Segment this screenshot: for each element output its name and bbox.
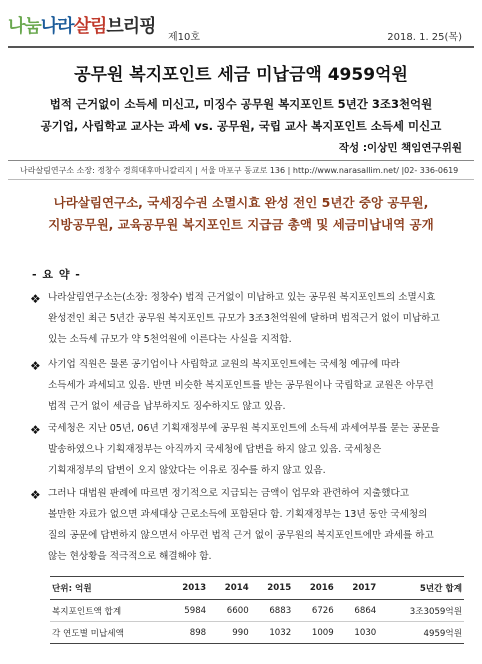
table-cell: 6883 (251, 600, 294, 622)
summary-paragraph-2 (48, 354, 466, 417)
table-cell: 3조3059억원 (378, 600, 464, 622)
issue-date: 2018. 1. 25(목) (387, 32, 462, 43)
author-line: 작성 :이상민 책임연구위원 (338, 142, 462, 154)
summary-paragraph-4 (48, 483, 466, 567)
contact-divider-bottom (8, 179, 474, 180)
logo-part-1: 나눔 (8, 16, 41, 37)
subtitle-line-1: 법적 근거없이 소득세 미신고, 미징수 공무원 복지포인트 5년간 3조3천억원 (49, 97, 433, 111)
summary-line: 볼만한 자료가 없으면 과세대상 근로소득에 포함된다 함. 기획재정부는 13년 동안 국세청의 (48, 509, 428, 520)
table-cell: 복지포인트액 합계 (50, 600, 166, 622)
bullet-icon: ❖ (30, 359, 41, 373)
headline-line-1: 나라살림연구소, 국세징수권 소멸시효 완성 전인 5년간 중앙 공무원, (53, 195, 429, 210)
table-header-row (50, 577, 464, 600)
table-cell: 1009 (293, 622, 336, 644)
table-header-cell: 2016 (293, 577, 336, 600)
summary-line: 질의 공문에 답변하지 않으면서 아무런 법적 근거 없이 공무원의 복지포인트에만 과세를 하고 (48, 530, 434, 541)
bullet-icon: ❖ (30, 292, 41, 306)
table-cell: 898 (166, 622, 209, 644)
table-cell: 6726 (293, 600, 336, 622)
subtitle-line-2: 공기업, 사립학교 교사는 과세 vs. 공무원, 국립 교사 복지포인트 소득세 미신고 (40, 119, 442, 133)
table-cell: 6864 (336, 600, 379, 622)
table-cell: 1032 (251, 622, 294, 644)
table-row (50, 600, 464, 622)
summary-line: 사기업 직원은 물론 공기업이나 사립학교 교원의 복지포인트에는 국세청 예규에 따라 (48, 359, 400, 370)
contact-divider-top (8, 160, 474, 161)
summary-line: 있는 소득세 규모가 약 5천억원에 이른다는 사실을 지적함. (48, 334, 292, 345)
table-cell: 각 연도별 미납세액 (50, 622, 166, 644)
briefing-logo (8, 10, 156, 40)
headline-line-2: 지방공무원, 교육공무원 복지포인트 지급금 총액 및 세금미납내역 공개 (48, 217, 434, 232)
summary-line: 발송하였으나 기획재정부는 아직까지 국세청에 답변을 하지 않고 있음. 국세청은 (48, 444, 382, 455)
issue-number: 제10호 (168, 32, 201, 43)
summary-line: 그러나 대법원 판례에 따르면 정기적으로 지급되는 금액이 업무와 관련하여 지출했다고 (48, 488, 410, 499)
page-title: 공무원 복지포인트 세금 미납금액 4959억원 (74, 65, 408, 85)
bullet-icon: ❖ (30, 423, 41, 437)
table-cell: 6600 (208, 600, 251, 622)
contact-info: 나라살림연구소 소장: 정창수 경희대후마니칼리지 | 서울 마포구 동교로 136 | http://www.narasallim.net/ |02- 336-0619 (20, 166, 459, 175)
table-header-cell: 2017 (336, 577, 379, 600)
summary-line: 소득세가 과세되고 있음. 반면 비슷한 복지포인트를 받는 공무원이나 국립학교 교원은 아무런 (48, 380, 434, 391)
summary-line: 기획재정부의 답변이 오지 않았다는 이유로 징수를 하지 않고 있음. (48, 465, 326, 476)
logo-part-2: 나라 (40, 16, 74, 37)
welfare-point-table (50, 576, 464, 644)
table-cell: 5984 (166, 600, 209, 622)
table-header-cell: 2013 (166, 577, 209, 600)
table-cell: 990 (208, 622, 251, 644)
summary-paragraph-1 (48, 287, 466, 350)
table-cell: 4959억원 (378, 622, 464, 644)
table-header-cell: 2015 (251, 577, 294, 600)
summary-line: 국세청은 지난 05년, 06년 기획재정부에 공무원 복지포인트에 소득세 과세여부를 묻는 공문을 (48, 423, 440, 434)
table-cell: 1030 (336, 622, 379, 644)
summary-line: 완성전인 최근 5년간 공무원 복지포인트 규모가 3조3천억원에 달하며 법적근거 없이 미납하고 (48, 313, 440, 324)
logo-part-4: 브리핑 (106, 16, 156, 37)
summary-line: 법적 근거 없이 세금을 납부하지도 징수하지도 않고 있음. (48, 401, 286, 412)
summary-line: 않는 현상황을 적극적으로 해결해야 함. (48, 551, 212, 562)
summary-heading: - 요 약 - (32, 268, 81, 281)
header-divider (8, 46, 474, 48)
summary-line: 나라살림연구소는(소장: 정창수) 법적 근거없이 미납하고 있는 공무원 복지포인트의 소멸시효 (48, 292, 436, 303)
summary-paragraph-3 (48, 418, 466, 481)
table-header-cell: 단위: 억원 (50, 577, 166, 600)
bullet-icon: ❖ (30, 488, 41, 502)
logo-part-3: 살림 (73, 16, 107, 37)
table-header-cell: 2014 (208, 577, 251, 600)
table-header-cell: 5년간 합계 (378, 577, 464, 600)
table-row (50, 622, 464, 644)
